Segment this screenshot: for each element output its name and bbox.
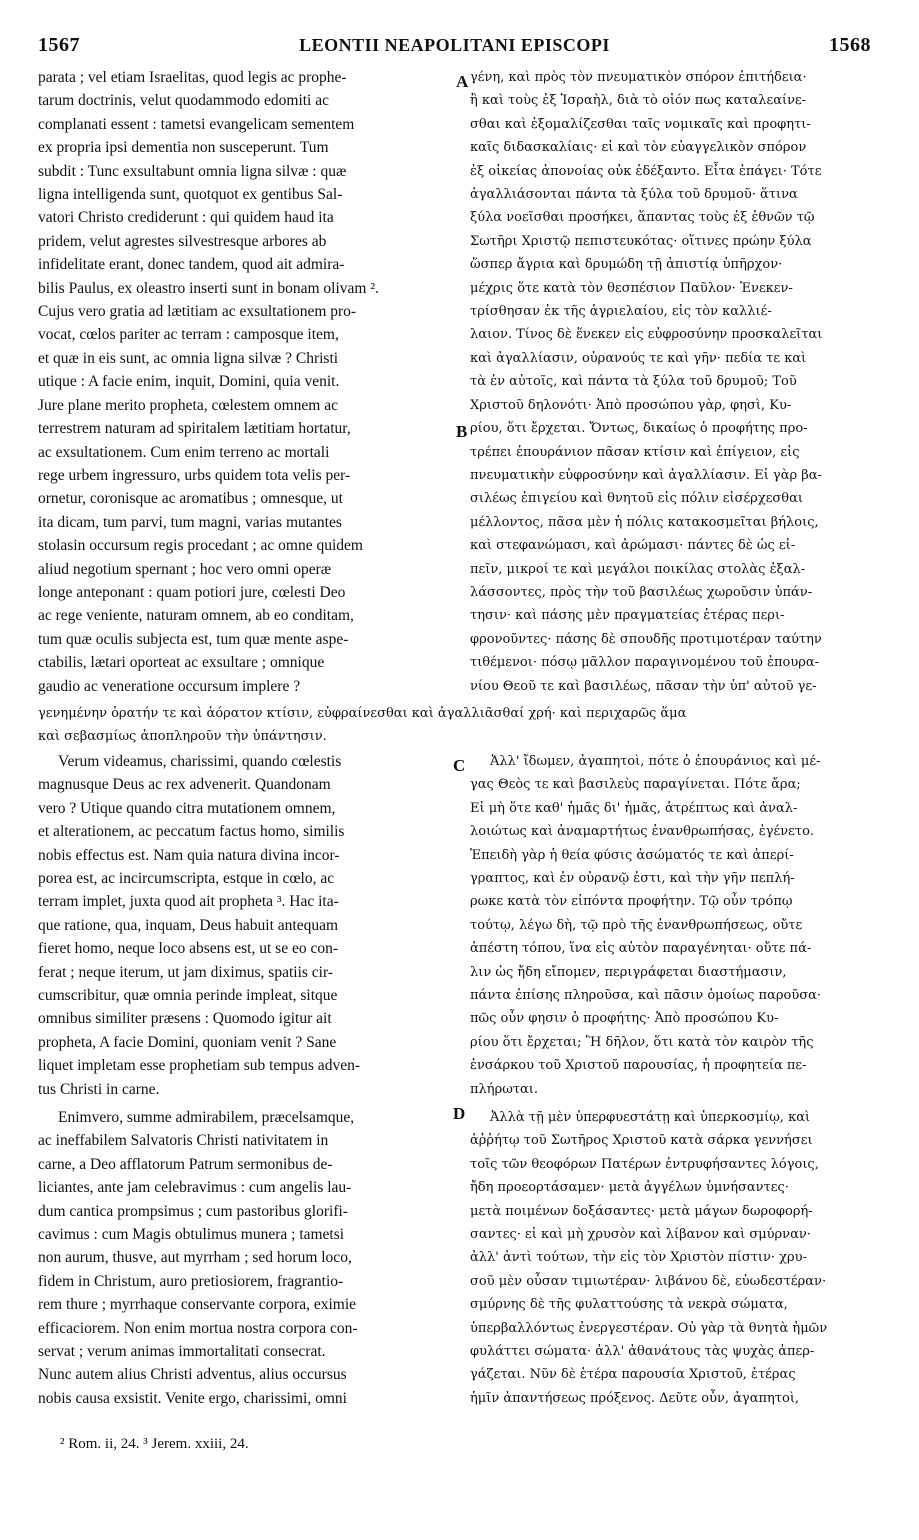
latin-block1-line: ligna intelligenda sunt, quotquot ex gentibus Sal- [38,186,343,204]
greek-block3-line: ἡμῖν ἀπαντήσεως πρόξενος. Δεῦτε οὖν, ἀγαπητοὶ, [470,1390,800,1406]
greek-block2-line: τούτῳ, λέγω δὴ, τῷ πρὸ τῆς ἐνανθρωπήσεως, οὔτε [470,917,803,933]
greek-block2-line: λιν ὡς ἤδη εἴπομεν, περιγράφεται διαστήμασιν, [470,964,787,980]
margin-marker-c: C [453,756,466,775]
latin-block1-line: infidelitate erant, donec tandem, quod ait admira- [38,256,345,274]
latin-block1-line: aliud negotium spernant ; hoc vero omni operæ [38,560,332,578]
latin-block3-line: nobis causa exsistit. Venite ergo, charissimi, omni [38,1389,347,1407]
greek-block3-line: ἤδη προεορτάσαμεν· μετὰ ἀγγέλων ὑμνήσαντες· [470,1180,789,1196]
latin-block1-line: parata ; vel etiam Israelitas, quod legis ac prophe- [38,69,347,86]
greek-block3-line: ὑπερβαλλόντως ἐνεργεστέραν. Οὐ γὰρ τὰ θνητὰ ἡμῶν [470,1320,828,1336]
latin-block2-line: liquet impletam esse prophetiam sub tempus adven- [38,1057,360,1075]
greek-block1-line: τὰ ἐν αὐτοῖς, καὶ πάντα τὰ ξύλα τοῦ δρυμοῦ; Τοῦ [470,374,797,390]
latin-block3-line: efficaciorem. Non enim mortua nostra corpora con- [38,1319,358,1337]
latin-block1-line: et quæ in eis sunt, ac omnia ligna silvæ ? Christi [38,349,339,367]
greek-block3-line: γάζεται. Νῦν δὲ ἑτέρα παρουσία Χριστοῦ, ἑτέρας [470,1367,796,1383]
greek-block2-line: γραπτος, καὶ ἐν οὐρανῷ ἐστι, καὶ τὴν γῆν πεπλή- [470,871,795,887]
greek-column-block-1 [470,66,880,698]
latin-block1-line: ex propria ipsi dementia non susceperunt. Tum [38,139,329,157]
greek-block1-line: καὶ στεφανώμασι, καὶ ἀρώμασι· πάντες δὲ ὡς εἰ- [470,538,796,554]
greek-block1-line: τιθέμενοι· πόσῳ μᾶλλον παραγινομένου τοῦ ἐπουρα- [470,655,820,671]
latin-column-block-3 [38,1106,454,1410]
greek-block1-line: νίου Θεοῦ τε καὶ βασιλέως, πᾶσαν τὴν ὑπ' αὐτοῦ γε- [470,678,817,694]
latin-block1-line: vatori Christo crediderunt : qui quidem haud ita [38,209,334,227]
greek-block1-line: Σωτῆρι Χριστῷ πεπιστευκότας· οἵτινες πρώην ξύλα [470,233,812,249]
latin-block2-line: vero ? Utique quando citra mutationem omnem, [38,799,336,817]
greek-block2-line: πάντα ἐπίσης πληροῦσα, καὶ πᾶσιν ὁμοίως παροῦσα· [470,988,822,1004]
latin-block2-line: cumscribitur, quæ omnia perinde impleat, sitque [38,987,338,1005]
latin-block3-line: Nunc autem alius Christi adventus, alius occursus [38,1366,347,1384]
latin-block2-line: propheta, A facie Domini, quoniam venit ? Sane [38,1033,337,1051]
greek-block1-line: ὥσπερ ἄγρια καὶ δρυμώδη τῇ ἀπιστίᾳ ὑπῆρχον· [470,257,783,273]
latin-block1-line: stolasin occursum regis procedant ; ac omne quidem [38,537,363,555]
latin-block1-line: tum quæ oculis subjecta est, tum quæ mente aspe- [38,630,349,648]
latin-block1-line: complanati essent : tametsi evangelicam sementem [38,115,355,133]
greek-column-block-2 [470,750,880,1101]
latin-block2-line: omnibus similiter præsens : Quomodo igitur ait [38,1010,332,1028]
margin-marker-d: D [453,1104,466,1123]
greek-block2-line: ἀπέστη τόπου, ἵνα εἰς αὐτὸν παραγένηται· οὔτε πά- [470,941,812,957]
greek-block1-line: φρονοῦντες· πάσης δὲ σπουδῆς προτιμοτέραν ταύτην [470,631,822,647]
greek-block1-line: ξύλα νοεῖσθαι προσήκει, ἅπαντας τοὺς ἐξ ἐθνῶν τῷ [470,210,815,226]
latin-block1-line: longe anteponant : quam potiori jure, cœlesti Deo [38,583,346,601]
latin-block3-line: ac ineffabilem Salvatoris Christi nativitatem in [38,1132,329,1150]
greek-block1-line: καῖς διδασκαλίαις· εἰ καὶ τὸν εὐαγγελικὸν σπόρον [470,140,807,156]
greek-block1-line: μέχρις ὅτε κατὰ τὸν θεσπέσιον Παῦλον· Ἐνεκεν- [470,280,793,296]
greek-block3-line: σμύρνης δὲ τῆς φυλαττούσης τὰ νεκρὰ σώματα, [470,1297,788,1313]
latin-block3-line: servat ; verum animas immortalitati consecrat. [38,1343,326,1361]
latin-block1-line: rege urbem ingressuro, urbs quidem tota velis per- [38,466,351,484]
greek-block2-line: ρωκε κατὰ τὸν εἰπόντα προφήτην. Τῷ οὖν τρόπῳ [470,894,793,910]
greek-block3-line: μετὰ ποιμένων δοξάσαντες· μετὰ μάγων δωροφορή- [470,1203,813,1219]
latin-block3-line: carne, a Deo afflatorum Patrum sermonibus de- [38,1155,333,1173]
greek-column-block-3 [470,1106,880,1410]
latin-block2-line: ferat ; neque iterum, ut jam diximus, spatiis cir- [38,963,333,981]
latin-block1-line: bilis Paulus, ex oleastro inserti sunt in bonam olivam ². [38,279,379,297]
latin-block2-line: fieret homo, neque loco absens est, ut se eo con- [38,940,339,958]
greek-block1-line: καὶ ἀγαλλίασιν, οὐρανούς τε καὶ γῆν· πεδία τε καὶ [470,350,807,366]
page-title: LEONTII NEAPOLITANI EPISCOPI [299,35,610,55]
latin-block1-line: ac exsultationem. Cum enim terreno ac mortali [38,443,330,461]
latin-block1-line: Cujus vero gratia ad lætitiam ac exsultationem pro- [38,303,357,321]
greek-block2-line: πλήρωται. [470,1081,539,1097]
greek-block1-line: τρίσθησαν ἐκ τῆς ἀγριελαίου, εἰς τὸν καλλιέ- [470,304,772,320]
latin-column-block-2 [38,750,454,1101]
page-header [38,34,871,62]
greek-block1-line: πνευματικὴν εὐφροσύνην καὶ ἀγαλλίασιν. Εἰ γὰρ βα- [470,467,822,483]
latin-block1-line: ctabilis, lætari oporteat ac exsultare ; omnique [38,654,325,672]
latin-block1-line: vocat, cœlos pariter ac terram : camposque item, [38,326,339,344]
latin-block2-line: terram implet, juxta quod ait propheta ³. Hac ita- [38,893,339,911]
greek-block1-line: ρίου, ὅτι ἔρχεται. Ὄντως, δικαίως ὁ προφήτης προ- [470,421,808,437]
greek-block3-line: ἀλλ' ἀντὶ τούτων, τὴν εἰς τὸν Χριστὸν πίστιν· χρυ- [470,1250,807,1266]
right-page-number: 1568 [828,34,871,56]
greek-full-line: καὶ σεβασμίως ἀποπληροῦν τὴν ὑπάντησιν. [38,729,327,744]
greek-block1-line: μέλλοντος, πᾶσα μὲν ἡ πόλις κατακοσμεῖται βήλοις, [470,514,819,530]
latin-block1-line: ornetur, coronisque ac aromatibus ; omnesque, ut [38,490,343,508]
latin-column-block-1 [38,66,454,698]
latin-block3-line: liciantes, ante jam celebravimus : cum angelis lau- [38,1179,352,1197]
greek-block1-line: σθαι καὶ ἐξομαλίζεσθαι ταῖς νομικαῖς καὶ προφητι- [470,116,811,132]
latin-block3-line: non aurum, thusve, aut myrrham ; sed horum loco, [38,1249,352,1267]
greek-block2-line: λοιώτως καὶ ἀναμαρτήτως ἐνανθρωπήσας, ἐγένετο. [470,824,815,840]
greek-block2-line: ἐνσάρκου τοῦ Χριστοῦ παρουσίας, ἡ προφητεία πε- [470,1058,807,1074]
greek-block3-line: Ἀλλὰ τῇ μὲν ὑπερφυεστάτῃ καὶ ὑπερκοσμίῳ, καὶ [490,1110,811,1125]
greek-block3-line: τοῖς τῶν θεοφόρων Πατέρων ἐντρυφήσαντες λόγοις, [470,1156,819,1172]
latin-block3-line: fidem in Christum, auro pretiosiorem, fragrantio- [38,1272,344,1290]
greek-block2-line: Ἐπειδὴ γὰρ ἡ θεία φύσις ἀσώματός τε καὶ ἀπερί- [470,847,794,863]
greek-block3-line: σαντες· εἰ καὶ μὴ χρυσὸν καὶ λίβανον καὶ σμύρναν· [470,1227,811,1243]
greek-block1-line: γένη, καὶ πρὸς τὸν πνευματικὸν σπόρον ἐπιτήδεια· [470,70,807,85]
margin-marker-b: B [456,422,468,441]
latin-block1-line: ita dicam, tum parvi, tum magni, varias mutantes [38,513,342,531]
greek-block3-line: σοῦ μὲν οὖσαν τιμιωτέραν· λιβάνου δὲ, εὐωδεστέραν· [470,1273,827,1289]
latin-block1-line: ac rege veniente, naturam omnem, ab eo conditam, [38,607,354,625]
greek-block2-line: Εἰ μὴ ὅτε καθ' ἡμᾶς δι' ἡμᾶς, ἀτρέπτως καὶ ἀναλ- [470,800,798,816]
greek-block3-line: ἀῤῥήτῳ τοῦ Σωτῆρος Χριστοῦ κατὰ σάρκα γεννήσει [470,1133,813,1149]
latin-block2-line: porea est, ac incircumscripta, estque in cœlo, ac [38,870,335,888]
left-page-number: 1567 [38,34,80,56]
greek-block2-line: πῶς οὖν φησιν ὁ προφήτης· Ἀπὸ προσώπου Κυ- [470,1011,779,1027]
latin-block3-line: dum cantica prompsimus ; cum pastoribus glorifi- [38,1202,348,1220]
latin-block3-line: Enimvero, summe admirabilem, præcelsamque, [58,1109,355,1126]
latin-block1-line: Jure plane merito propheta, cœlestem omnem ac [38,396,338,414]
greek-block2-line: Ἀλλ' ἴδωμεν, ἀγαπητοὶ, πότε ὁ ἐπουράνιος καὶ μέ- [490,754,821,769]
latin-block2-line: et alterationem, ac peccatum factus homo, similis [38,823,345,841]
greek-full-width-block [38,702,880,748]
latin-block1-line: subdit : Tunc exsultabunt omnia ligna silvæ : quæ [38,162,347,180]
greek-block2-line: ρίου ὅτι ἔρχεται; Ἢ δῆλον, ὅτι κατὰ τὸν καιρὸν τῆς [470,1034,814,1050]
latin-block3-line: cavimus : cum Magis obtulimus munera ; tametsi [38,1226,345,1244]
latin-block1-line: terrestrem naturam ad spiritalem lætitiam hortatur, [38,420,351,438]
latin-block1-line: gaudio ac veneratione occursum implere ? [38,677,301,695]
latin-block2-line: nobis effectus est. Nam quia natura divina incor- [38,846,340,864]
latin-block2-line: Verum videamus, charissimi, quando cœlestis [58,753,342,770]
latin-block1-line: pridem, velut agrestes silvestresque arbores ab [38,232,327,250]
latin-block1-line: utique : A facie enim, inquit, Domini, quia venit. [38,373,340,391]
greek-block1-line: πεῖν, μικροί τε καὶ μεγάλοι ποικίλας στολὰς ἐξαλ- [470,561,806,577]
margin-marker-a: A [456,72,469,91]
greek-block1-line: ἀγαλλιάσονται πάντα τὰ ξύλα τοῦ δρυμοῦ· ἅτινα [470,187,798,203]
latin-block1-line: tarum doctrinis, velut quodammodo edomiti ac [38,92,329,110]
greek-full-line: γενημένην ὁρατήν τε καὶ ἀόρατον κτίσιν, εὐφραίνεσθαι καὶ ἀγαλλιᾶσθαί χρή· καὶ περιχαρῶς ἅμα [38,706,687,721]
greek-block1-line: τρέπει ἐπουράνιον πᾶσαν κτίσιν καὶ ἐπίγειον, εἰς [470,444,800,460]
greek-block2-line: γας Θεὸς τε καὶ βασιλεὺς παραγίνεται. Πότε ἄρα; [470,777,801,793]
greek-block1-line: ἐξ οἰκείας ἀπονοίας οὐκ ἐδέξαντο. Εἶτα ἐπάγει· Τότε [470,163,822,179]
greek-block1-line: Χριστοῦ δηλονότι· Ἀπὸ προσώπου γὰρ, φησὶ, Κυ- [470,397,792,413]
greek-block3-line: φυλάττει σώματα· ἀλλ' ἀθανάτους τὰς ψυχὰς ἀπερ- [470,1344,815,1360]
latin-block2-line: tus Christi in carne. [38,1080,160,1098]
greek-block1-line: σιλέως ἐπιγείου καὶ θνητοῦ εἰς πόλιν εἰσέρχεσθαι [470,491,804,507]
footnotes: ² Rom. ii, 24. ³ Jerem. xxiii, 24. [60,1436,249,1452]
latin-block2-line: que ratione, qua, inquam, Deus habuit antequam [38,916,339,934]
greek-block1-line: τησιν· καὶ πάσης μὲν πραγματείας ἑτέρας περι- [470,608,785,624]
greek-block1-line: λαιον. Τίνος δὲ ἕνεκεν εἰς εὐφροσύνην προσκαλεῖται [470,327,823,343]
latin-block2-line: magnusque Deus ac rex advenerit. Quandonam [38,776,331,794]
greek-block1-line: λάσσοντες, πρὸς τὴν τοῦ βασιλέως χωροῦσιν ὑπάν- [470,584,813,600]
latin-block3-line: rem thure ; myrrhaque conservante corpora, eximie [38,1296,357,1314]
greek-block1-line: ἢ καὶ τοὺς ἐξ Ἰσραὴλ, διὰ τὸ οἱόν πως καταλεαίνε- [470,93,807,109]
